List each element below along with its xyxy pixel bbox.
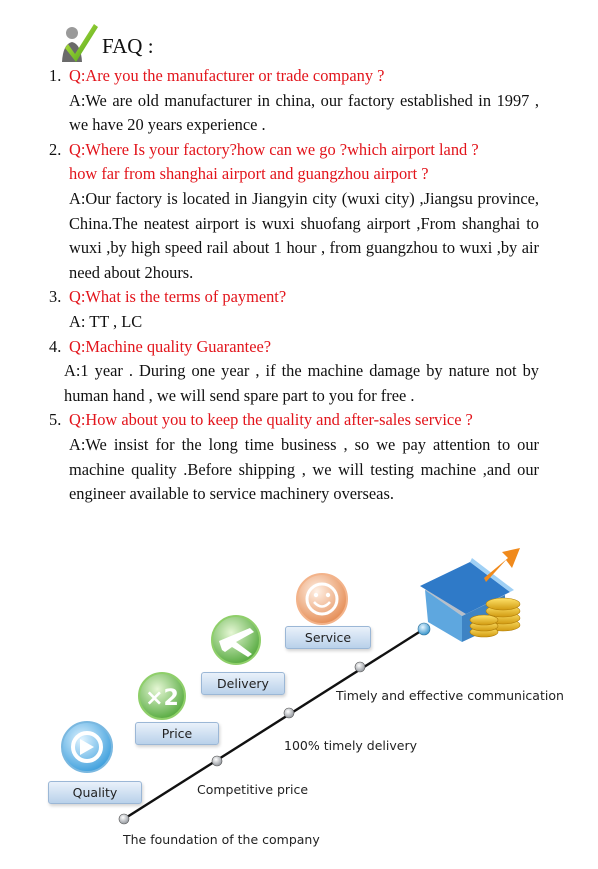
quality-globe-icon (62, 722, 112, 772)
delivery-plane-icon (212, 616, 260, 664)
diagram-graphics (0, 540, 598, 869)
faq-question (0, 335, 598, 360)
faq-answer: A:We are old manufacturer in china, our factory established in 1997 , we have 20 years experience . (69, 90, 539, 135)
step-marker (212, 756, 222, 766)
faq-number: 1. (49, 66, 62, 85)
delivery-label: Delivery (201, 672, 285, 695)
step-marker (284, 708, 294, 718)
faq-item-3 (0, 285, 598, 334)
faq-item-4 (0, 335, 598, 409)
faq-answer: A:1 year . During one year , if the machine damage by nature not by human hand , we will send spare part to you for free . (64, 361, 539, 405)
faq-list (0, 64, 598, 507)
step-timely-delivery: 100% timely delivery (284, 738, 417, 753)
faq-question-continued: how far from shanghai airport and guangzhou airport ? (69, 164, 429, 184)
faq-number: 5. (49, 410, 62, 430)
question-text: Q:How about you to keep the quality and after-sales service ? (69, 410, 473, 430)
faq-number: 4. (49, 336, 62, 356)
faq-title: FAQ : (102, 34, 154, 58)
question-text: Q:Where Is your factory?how can we go ?which airport land ? (69, 139, 479, 159)
step-marker (119, 814, 129, 824)
price-label: Price (135, 722, 219, 745)
faq-item-5 (0, 408, 598, 506)
quality-label: Quality (48, 781, 142, 804)
step-communication: Timely and effective communication (336, 688, 564, 703)
price-x2-icon (139, 673, 185, 719)
service-diagram (0, 540, 598, 869)
question-text: Q:What is the terms of payment? (69, 287, 287, 307)
faq-number: 2. (49, 139, 62, 159)
checkmark-person-icon (58, 22, 98, 64)
house-coins-icon (420, 548, 520, 642)
svg-text:×2: ×2 (145, 686, 179, 711)
faq-item-2 (0, 138, 598, 286)
service-smiley-icon (297, 574, 347, 624)
step-marker-end (418, 623, 430, 635)
faq-answer: A: TT , LC (69, 311, 143, 331)
service-label: Service (285, 626, 371, 649)
faq-number: 3. (49, 287, 62, 307)
question-text: Q:Machine quality Guarantee? (69, 336, 272, 356)
faq-question (0, 285, 598, 310)
faq-item-1 (0, 64, 598, 138)
faq-question (0, 408, 598, 433)
faq-answer: A:We insist for the long time business , so we pay attention to our machine quality .Before shipping , we will testing machine ,and our engineer available to service machinery overseas. (69, 434, 539, 504)
step-foundation: The foundation of the company (123, 832, 320, 847)
step-marker (355, 662, 365, 672)
question-text: Q:Are you the manufacturer or trade company ? (69, 66, 385, 85)
faq-question (0, 64, 598, 89)
faq-question (0, 138, 598, 163)
faq-answer: A:Our factory is located in Jiangyin city (wuxi city) ,Jiangsu province, China.The neatest airport is wuxi shuofang airport ,From shanghai to wuxi ,by high speed rail about 1 hour , from guangzhou to wuxi ,by air need about 2hours. (69, 188, 539, 282)
step-competitive-price: Competitive price (197, 782, 309, 797)
